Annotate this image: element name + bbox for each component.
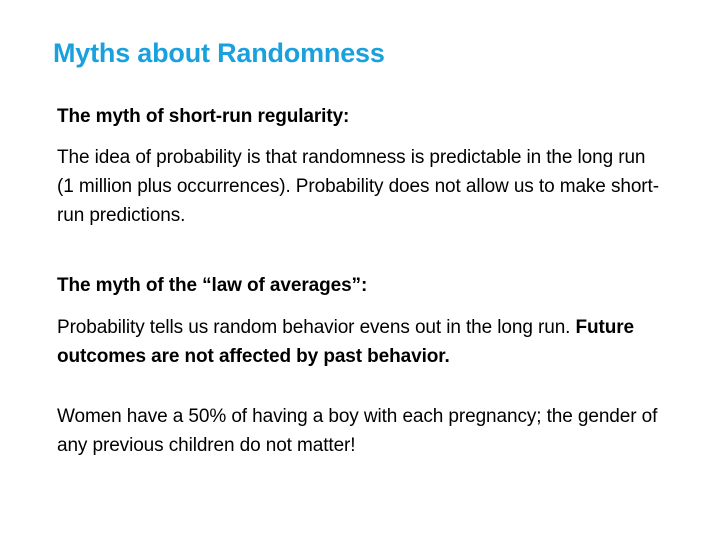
myth-2-example: Women have a 50% of having a boy with each pregnancy; the gender of any previous children do not matter! xyxy=(57,406,658,456)
myth-2-body xyxy=(57,313,667,371)
myth-1-heading: The myth of short-run regularity: xyxy=(57,106,350,127)
slide-title: Myths about Randomness xyxy=(53,38,385,68)
myth-2-body-emphasis: Future outcomes are not affected by past behavior. xyxy=(57,317,635,367)
myth-2-body-text: Probability tells us random behavior evens out in the long run. xyxy=(57,317,576,338)
myth-1-body: The idea of probability is that randomness is predictable in the long run (1 million plus occurrences). Probability does not allow us to make short-run predictions. xyxy=(57,147,659,226)
myth-2-heading: The myth of the “law of averages”: xyxy=(57,275,368,296)
